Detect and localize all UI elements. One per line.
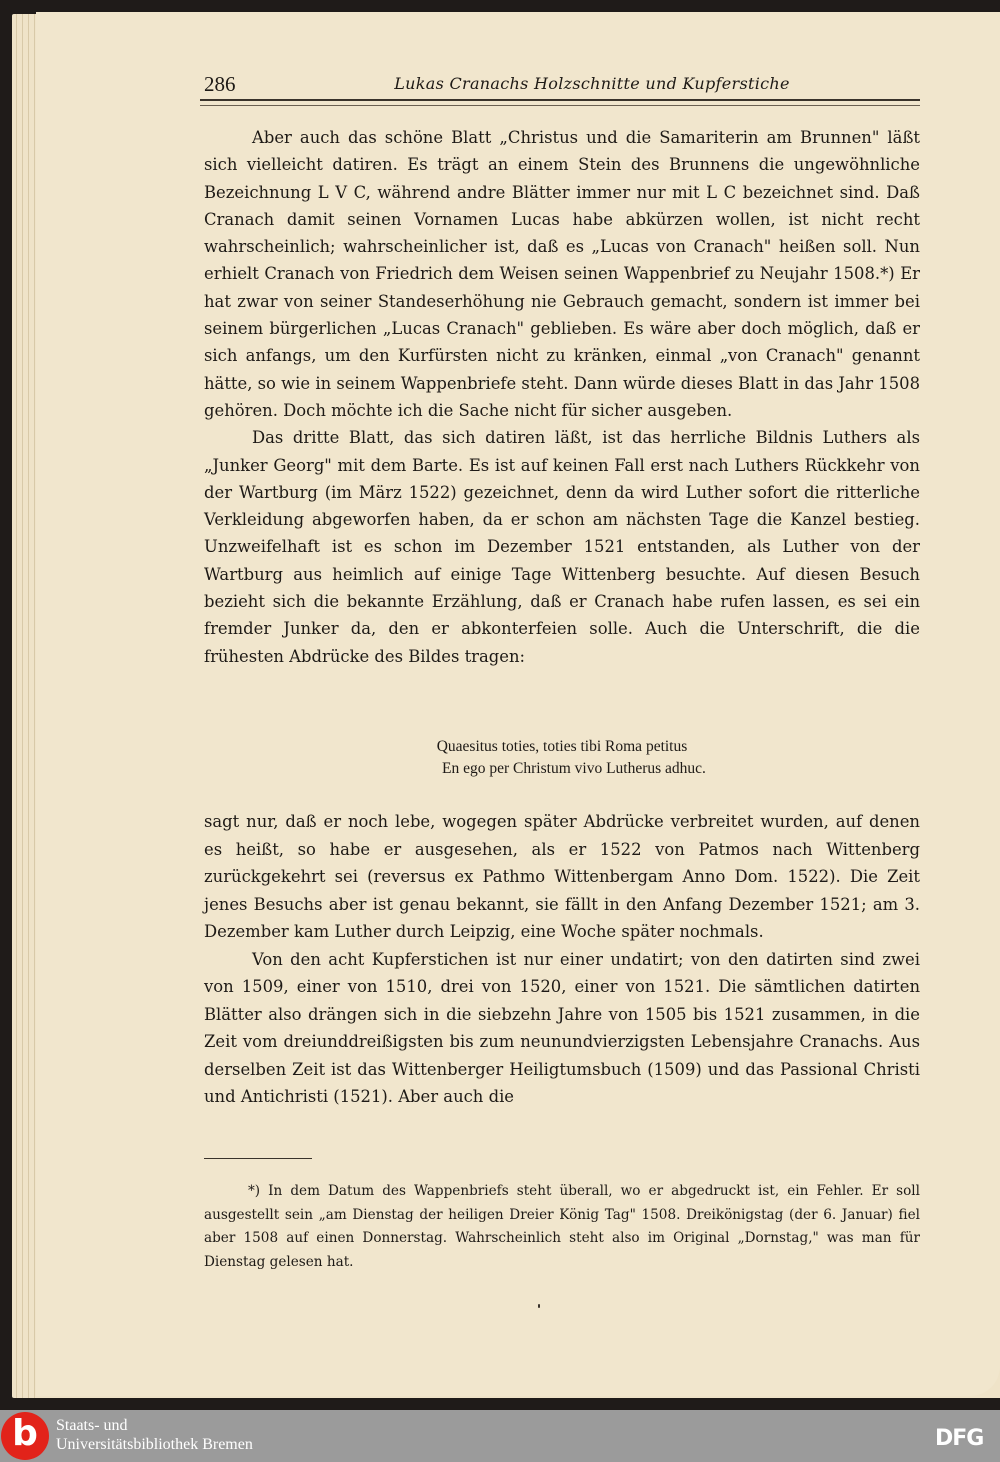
body-text-continued [204, 808, 920, 1111]
footnote-text: *) In dem Datum des Wappenbriefs steht überall, wo er abgedruckt ist, ein Fehler. Er soll ausgestellt sein „am Dienstag der heiligen Dreier König Tag" 1508. Dreikönigstag (der 6. Januar) fiel aber 1508 auf einen Donnerstag. Wahrscheinlich steht also im Original „Dornstag," was man für Dienstag gelesen hat. [204, 1183, 920, 1270]
page-edge [22, 14, 23, 1398]
page-number: 286 [204, 72, 236, 96]
page-edge [28, 14, 29, 1398]
paragraph: Von den acht Kupferstichen ist nur einer undatirt; von den datirten sind zwei von 1509, einer von 1510, drei von 1520, einer von 1521. Die sämtlichen datirten Blätter also drängen sich in die siebzehn Jahre von 1505 bis 1521 zusammen, in die Zeit vom dreiunddreißigsten bis zum neunundvierzigsten Lebensjahre Cranachs. Aus derselben Zeit ist das Wittenberger Heiligtumsbuch (1509) und das Passional Christi und Antichristi (1521). Aber auch die [204, 949, 920, 1106]
library-name-line2: Universitätsbibliothek Bremen [56, 1436, 253, 1453]
page-edge [34, 14, 35, 1398]
dfg-logo[interactable]: DFG [935, 1426, 984, 1451]
footnote-rule [204, 1158, 312, 1159]
body-text [204, 124, 920, 670]
paragraph: Aber auch das schöne Blatt „Christus und die Samariterin am Brunnen" läßt sich vielleicht datiren. Es trägt an einem Stein des Brunnens die ungewöhnliche Bezeichnung L V C, während andre Blätter immer nur mit L C bezeichnet sind. Daß Cranach damit seinen Vornamen Lucas habe abkürzen wollen, ist nicht recht wahrscheinlich; wahrscheinlicher ist, daß es „Lucas von Cranach" heißen soll. Nun erhielt Cranach von Friedrich dem Weisen seinen Wappenbrief zu Neujahr 1508.*) Er hat zwar von seiner Standeserhöhung nie Gebrauch gemacht, sondern ist immer bei seinem bürgerlichen „Lucas Cranach" geblieben. Es wäre aber doch möglich, daß er sich anfangs, um den Kurfürsten nicht zu kränken, einmal „von Cranach" genannt hätte, so wie in seinem Wappenbriefe steht. Dann würde dieses Blatt in das Jahr 1508 gehören. Doch möchte ich die Sache nicht für sicher ausgeben. [204, 128, 920, 420]
library-name-line1: Staats- und [56, 1417, 128, 1434]
header-rule [200, 99, 920, 106]
ink-speck [538, 1304, 540, 1308]
footnote [204, 1180, 920, 1274]
running-head [204, 70, 920, 100]
page-edge [16, 14, 17, 1398]
logo-letter: b [12, 1413, 38, 1454]
running-title: Lukas Cranachs Holzschnitte und Kupferstiche [394, 74, 790, 93]
library-name[interactable] [56, 1416, 253, 1454]
library-logo-icon[interactable] [1, 1412, 49, 1460]
quote-line: Quaesitus toties, toties tibi Roma petitus [436, 738, 688, 755]
quote-line: En ego per Christum vivo Lutherus adhuc. [442, 760, 706, 777]
latin-quote [204, 736, 920, 780]
paragraph: sagt nur, daß er noch lebe, wogegen später Abdrücke verbreitet wurden, auf denen es heißt, so habe er ausgesehen, als er 1522 von Patmos nach Wittenberg zurückgekehrt sei (reversus ex Pathmo Wittenbergam Anno Dom. 1522). Die Zeit jenes Besuchs aber ist genau bekannt, sie fällt in den Anfang Dezember 1521; am 3. Dezember kam Luther durch Leipzig, eine Woche später nochmals. [204, 812, 920, 941]
paragraph: Das dritte Blatt, das sich datiren läßt, ist das herrliche Bildnis Luthers als „Junker Georg" mit dem Barte. Es ist auf keinen Fall erst nach Luthers Rückkehr von der Wartburg (im März 1522) gezeichnet, denn da wird Luther sofort die ritterliche Verkleidung abgeworfen haben, da er schon am nächsten Tage die Kanzel bestieg. Unzweifelhaft ist es schon im Dezember 1521 entstanden, als Luther von der Wartburg aus heimlich auf einige Tage Wittenberg besuchte. Auf diesen Besuch bezieht sich die bekannte Erzählung, daß er Cranach habe rufen lassen, es sei ein fremder Junker da, den er abkonterfeien solle. Auch die Unterschrift, die die frühesten Abdrücke des Bildes tragen: [204, 428, 920, 666]
